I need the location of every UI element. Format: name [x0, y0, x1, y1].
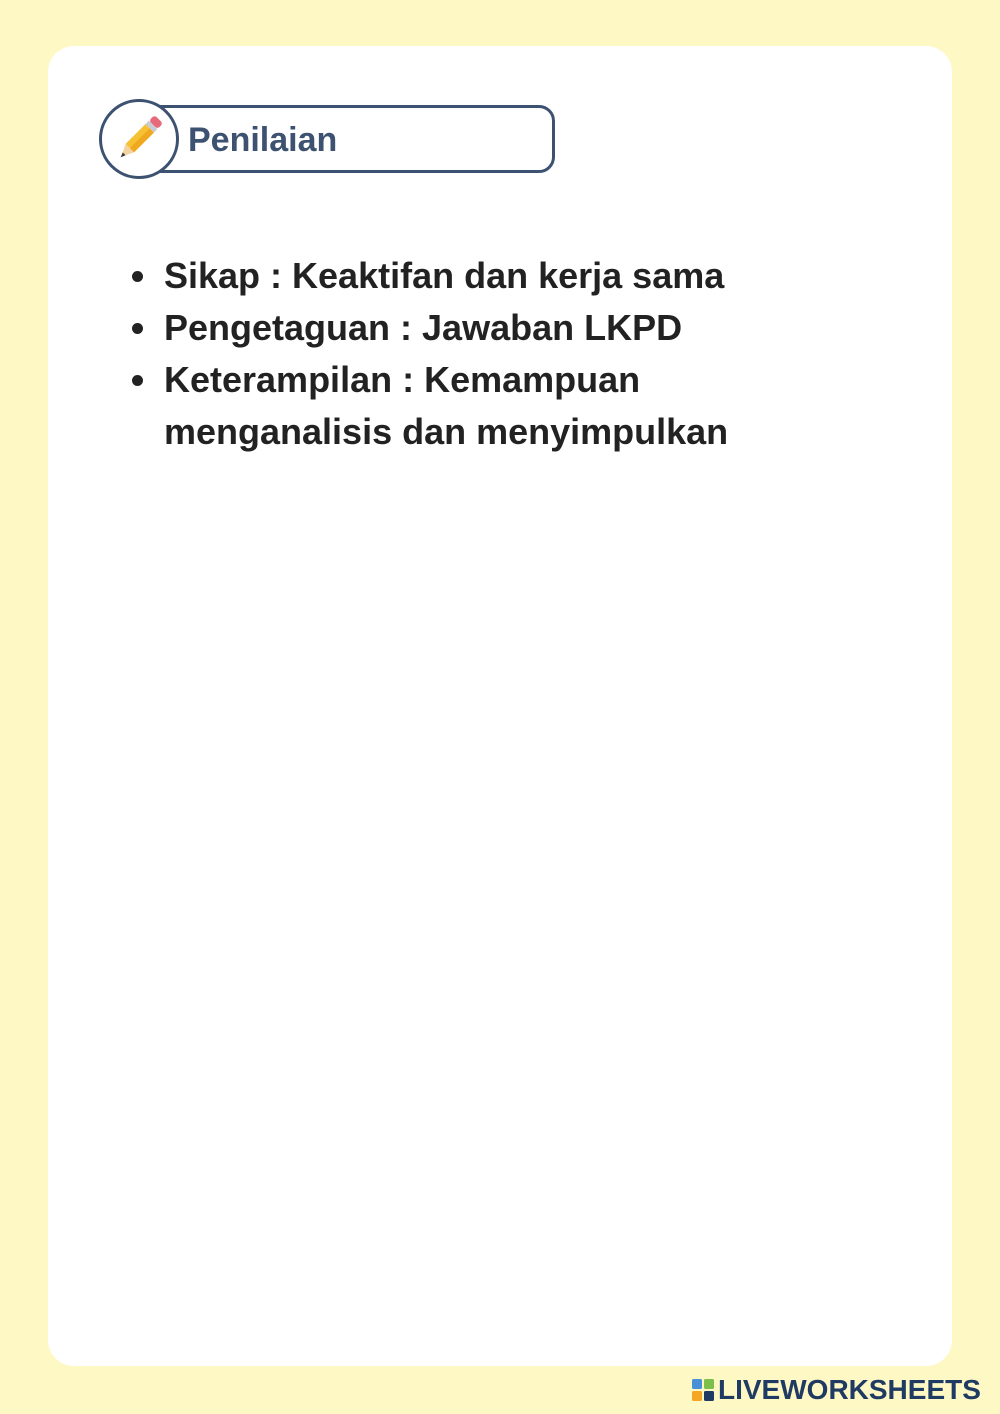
watermark-text: LIVEWORKSHEETS — [718, 1374, 981, 1405]
assessment-list — [130, 250, 804, 458]
assessment-item-label: Sikap : Keaktifan dan kerja sama — [164, 255, 725, 296]
list-item — [130, 250, 804, 302]
watermark — [692, 1372, 981, 1408]
bullet-icon — [132, 323, 143, 334]
bullet-icon — [132, 375, 143, 386]
worksheet-card — [48, 46, 952, 1366]
pencil-icon — [109, 109, 169, 169]
liveworksheets-logo-icon — [692, 1379, 714, 1401]
list-item — [130, 302, 804, 354]
list-item — [130, 354, 804, 458]
header-icon-badge — [99, 99, 179, 179]
assessment-item-label: Pengetaguan : Jawaban LKPD — [164, 307, 683, 348]
assessment-item-label: Keterampilan : Kemampuan menganalisis dan menyimpulkan — [164, 359, 729, 452]
section-title: Penilaian — [188, 121, 338, 159]
bullet-icon — [132, 271, 143, 282]
